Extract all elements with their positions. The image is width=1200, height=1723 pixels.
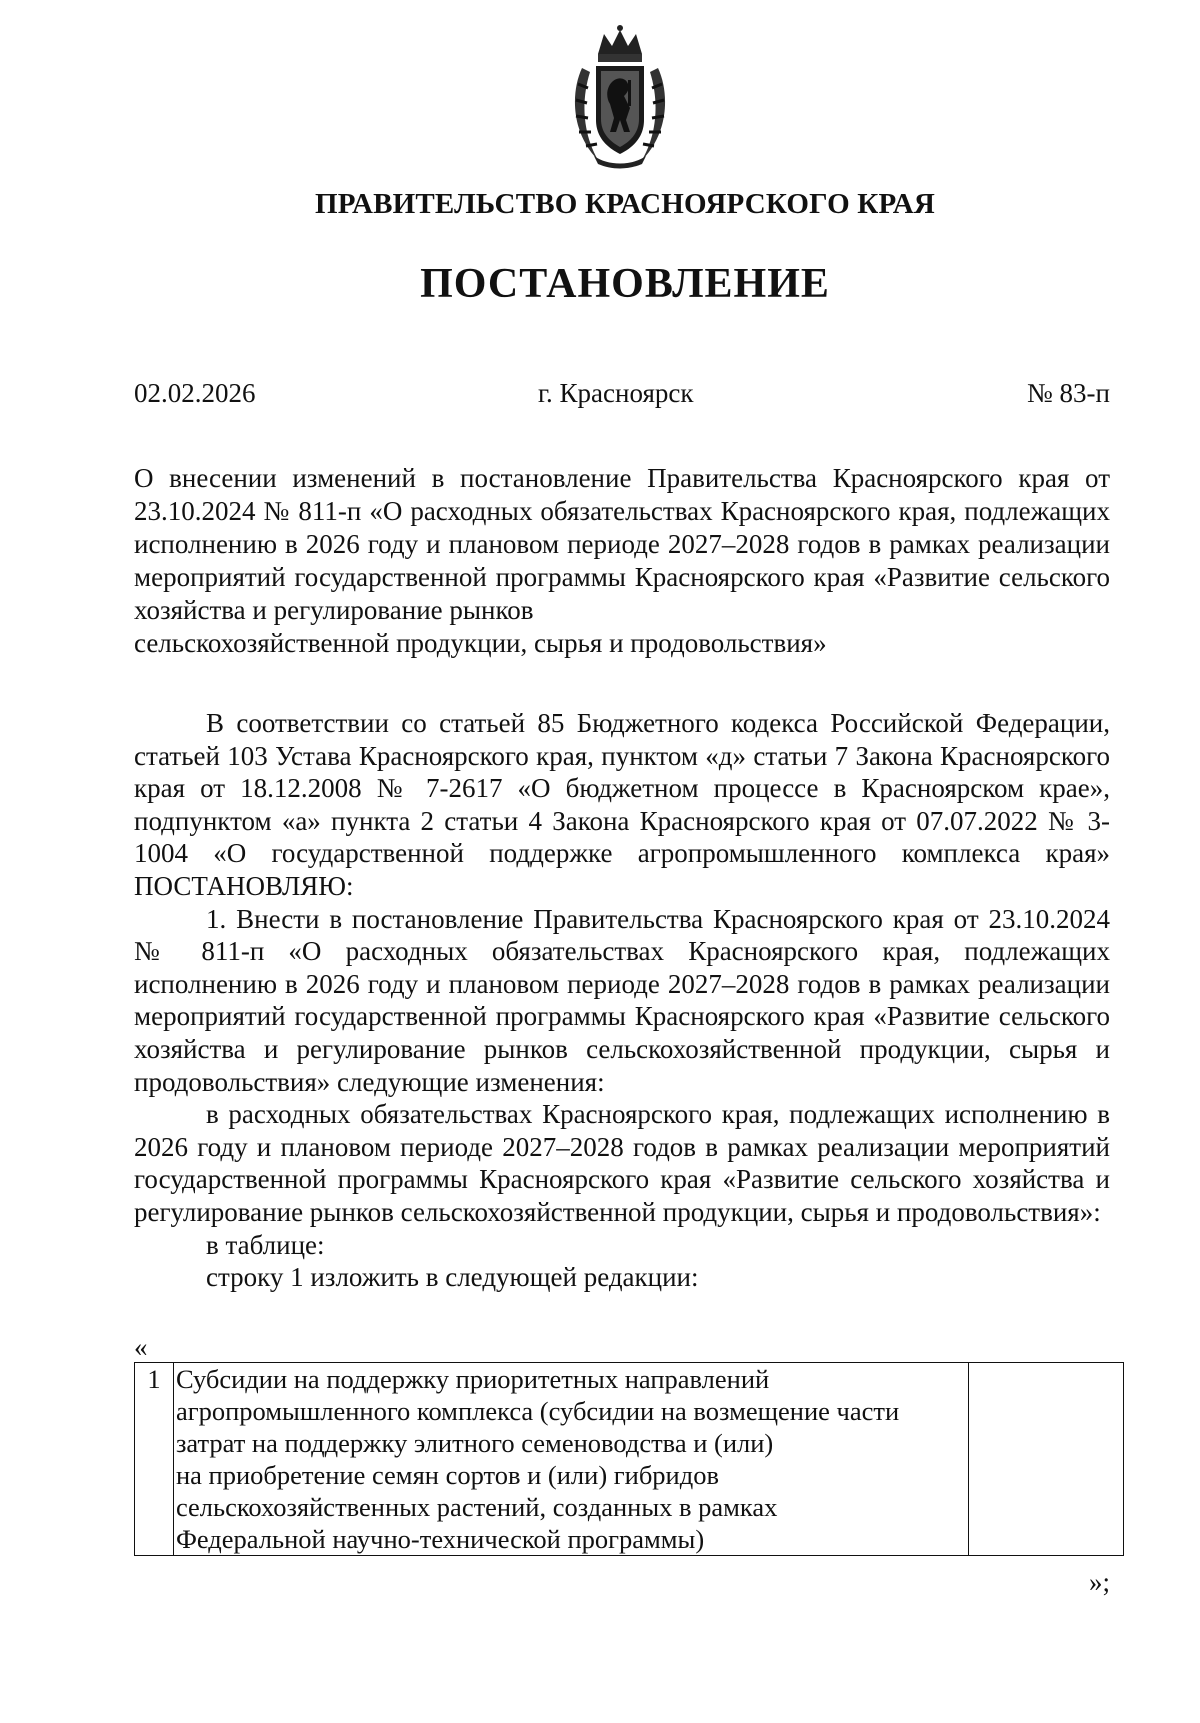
description-line: на приобретение семян сортов и (или) гибридов bbox=[175, 1460, 719, 1490]
subject-text-end: сельскохозяйственной продукции, сырья и продовольствия» bbox=[134, 628, 827, 658]
description-line: агропромышленного комплекса (субсидии на возмещение части bbox=[175, 1396, 900, 1426]
document-type-title: ПОСТАНОВЛЕНИЕ bbox=[420, 261, 830, 307]
krasnoyarsk-coat-of-arms-icon bbox=[568, 24, 672, 170]
body-paragraph: 1. Внести в постановление Правительства Красноярского края от 23.10.2024 № 811-п «О расходных обязательствах Красноярского края, подлежащих исполнению в 2026 году и плановом периоде 2027–2028 годов в рамках реализации мероприятий государственной программы Красноярского края «Развитие сельского хозяйства и регулирование рынков сельскохозяйственной продукции, сырья и продовольствия» следующие изменения: bbox=[134, 903, 1110, 1097]
row-description-cell bbox=[173, 1363, 968, 1556]
amendment-table bbox=[134, 1362, 1124, 1556]
government-title: ПРАВИТЕЛЬСТВО КРАСНОЯРСКОГО КРАЯ bbox=[314, 188, 936, 220]
document-city: г. Красноярск bbox=[538, 378, 694, 408]
body-paragraph: строку 1 изложить в следующей редакции: bbox=[206, 1262, 699, 1293]
description-line: затрат на поддержку элитного семеноводства и (или) bbox=[175, 1428, 774, 1458]
closing-quote: »; bbox=[1088, 1567, 1110, 1597]
document-subject bbox=[134, 462, 1110, 660]
document-date: 02.02.2026 bbox=[134, 378, 256, 408]
table-row bbox=[135, 1363, 1124, 1556]
document-number: № 83-п bbox=[1027, 378, 1110, 408]
description-line: сельскохозяйственных растений, созданных в рамках bbox=[175, 1492, 778, 1522]
document-body bbox=[134, 707, 1110, 1294]
opening-quote: « bbox=[134, 1332, 148, 1362]
description-line: Федеральной научно-технической программы) bbox=[175, 1524, 705, 1554]
body-paragraph: в таблице: bbox=[206, 1229, 325, 1260]
row-value-cell bbox=[969, 1363, 1124, 1556]
subject-text: О внесении изменений в постановление Правительства Красноярского края от 23.10.2024 № 811-п «О расходных обязательствах Красноярского края, подлежащих исполнению в 2026 году и плановом периоде 2027–2028 годов в рамках реализации мероприятий государственной программы Красноярского края «Развитие сельского хозяйства и регулирование рынков bbox=[134, 463, 1110, 625]
body-paragraph: в расходных обязательствах Красноярского края, подлежащих исполнению в 2026 году и плановом периоде 2027–2028 годов в рамках реализации мероприятий государственной программы Красноярского края «Развитие сельского хозяйства и регулирование рынков сельскохозяйственной продукции, сырья и продовольствия»: bbox=[134, 1099, 1110, 1227]
body-paragraph: В соответствии со статьей 85 Бюджетного кодекса Российской Федерации, статьей 103 Устава Красноярского края, пунктом «д» статьи 7 Закона Красноярского края от 18.12.2008 № 7-2617 «О бюджетном процессе в Красноярском крае», подпунктом «а» пункта 2 статьи 4 Закона Красноярского края от 07.07.2022 № 3-1004 «О государственной поддержке агропромышленного комплекса края» ПОСТАНОВЛЯЮ: bbox=[134, 708, 1110, 901]
description-line: Субсидии на поддержку приоритетных направлений bbox=[175, 1364, 770, 1394]
row-number-cell: 1 bbox=[135, 1363, 174, 1556]
